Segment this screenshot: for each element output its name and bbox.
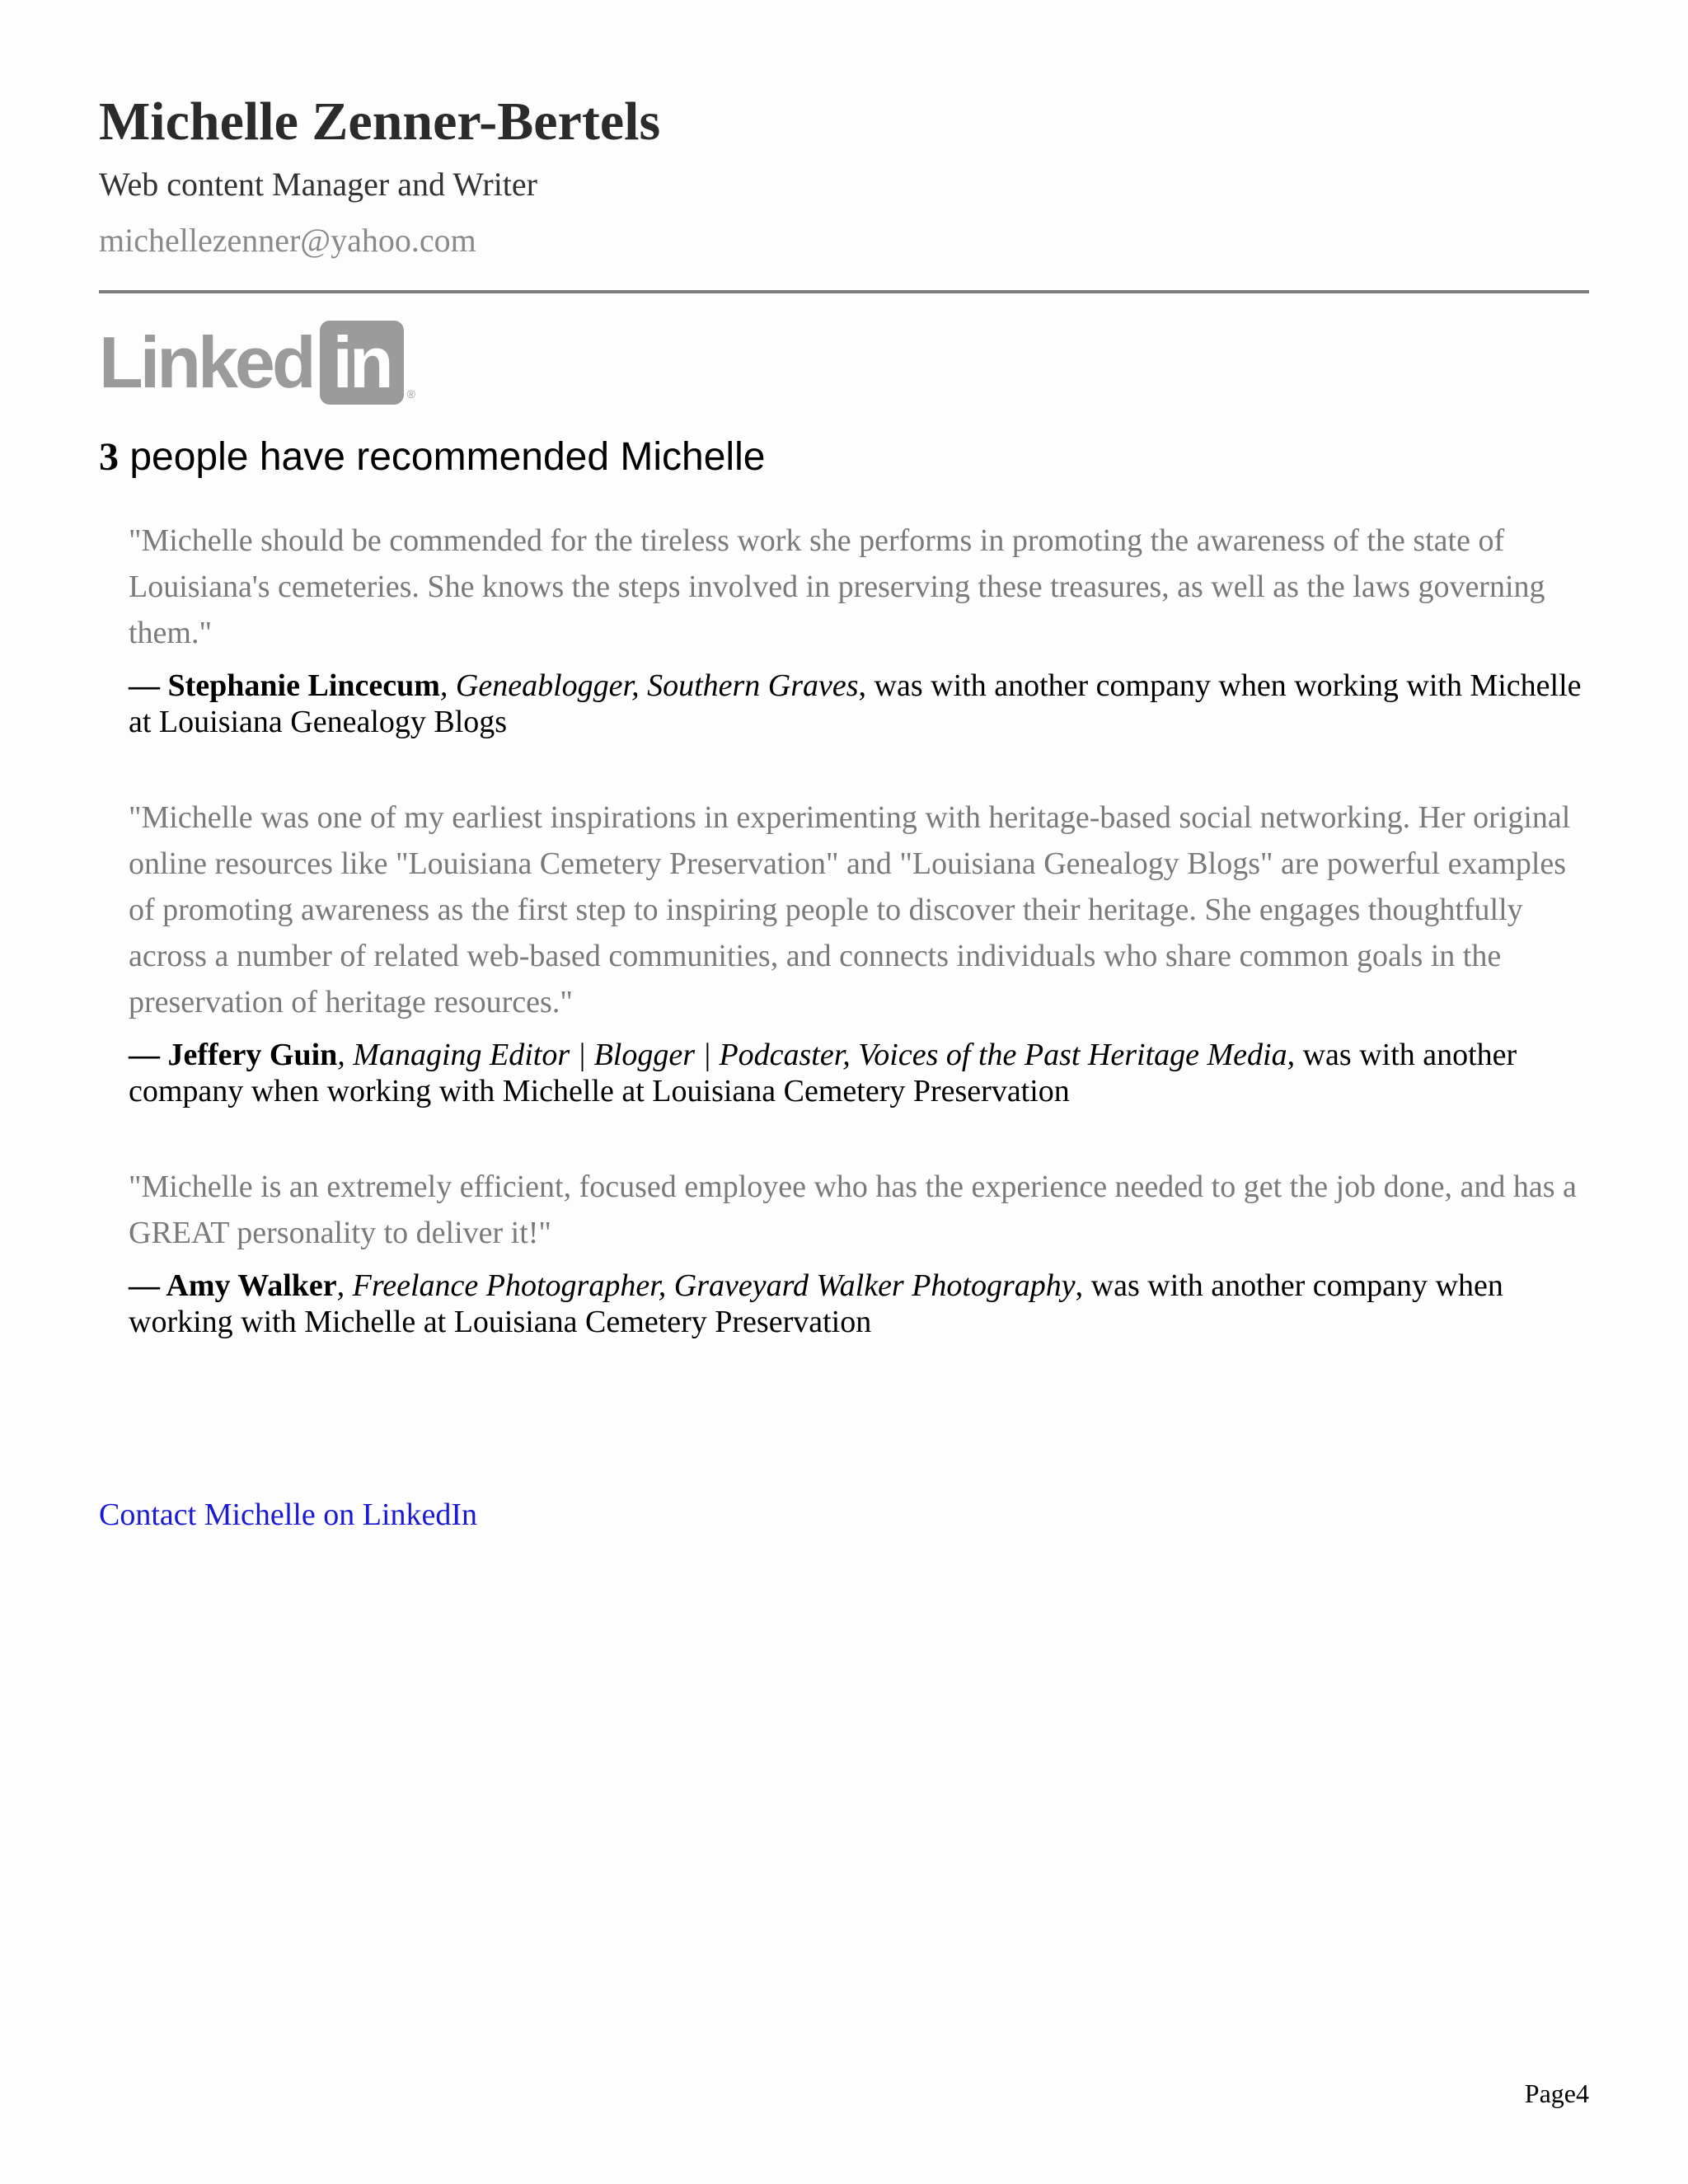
- recommendations-heading-text: people have recommended Michelle: [119, 435, 766, 479]
- recommender-context: , was with another company when working with Michelle at Louisiana Cemetery Preservation: [129, 1268, 1503, 1339]
- recommender-name: Stephanie Lincecum: [167, 668, 440, 703]
- recommendation-quote: "Michelle is an extremely efficient, focused employee who has the experience needed to get the job done, and has a GREAT personality to deliver it!": [129, 1169, 1577, 1250]
- recommendation-item: [129, 794, 1589, 1109]
- recommender-name: Jeffery Guin: [167, 1038, 338, 1072]
- recommender-role: , Geneablogger, Southern Graves: [439, 668, 859, 703]
- recommendations-list: [129, 518, 1589, 1340]
- registered-mark: ®: [406, 387, 415, 401]
- recommender-role: , Managing Editor | Blogger | Podcaster, Voices of the Past Heritage Media: [337, 1038, 1287, 1072]
- recommendation-attribution: [129, 1268, 1589, 1340]
- profile-name: Michelle Zenner-Bertels: [99, 91, 661, 152]
- header-divider: [99, 290, 1589, 293]
- recommendation-quote: "Michelle was one of my earliest inspirations in experimenting with heritage-based social networking. Her original online resources like "Louisiana Cemetery Preservation" and "Louisiana Genealogy Blogs" are powerful examples of promoting awareness as the first step to inspiring people to discover their heritage. She engages thoughtfully across a number of related web-based communities, and connects individuals who share common goals in the preservation of heritage resources.": [129, 800, 1571, 1019]
- recommender-dash: —: [129, 1038, 168, 1072]
- recommendation-quote: "Michelle should be commended for the tireless work she performs in promoting the awareness of the state of Louisiana's cemeteries. She knows the steps involved in preserving these treasures, as well as the laws governing them.": [129, 523, 1545, 650]
- linkedin-logo-box: in: [320, 321, 404, 405]
- profile-email: michellezenner@yahoo.com: [99, 222, 476, 259]
- recommender-dash: —: [129, 668, 168, 703]
- page-number: Page4: [1524, 2079, 1589, 2108]
- recommender-role: , Freelance Photographer, Graveyard Walker Photography: [336, 1268, 1076, 1303]
- recommendation-attribution: [129, 1037, 1589, 1109]
- recommender-context: , was with another company when working with Michelle at Louisiana Cemetery Preservation: [129, 1038, 1517, 1108]
- recommender-dash: —: [129, 1268, 166, 1303]
- recommendation-count: 3: [99, 435, 119, 479]
- recommendation-attribution: [129, 668, 1589, 740]
- recommendation-item: [129, 518, 1589, 740]
- contact-on-linkedin-link[interactable]: Contact Michelle on LinkedIn: [99, 1497, 478, 1532]
- linkedin-logo: [99, 320, 415, 405]
- linkedin-logo-word: Linked: [99, 321, 313, 403]
- recommendation-item: [129, 1164, 1589, 1340]
- recommendations-heading: [99, 434, 765, 481]
- recommender-name: Amy Walker: [166, 1268, 337, 1303]
- recommender-context: , was with another company when working with Michelle at Louisiana Genealogy Blogs: [129, 668, 1582, 739]
- profile-headline: Web content Manager and Writer: [99, 166, 537, 203]
